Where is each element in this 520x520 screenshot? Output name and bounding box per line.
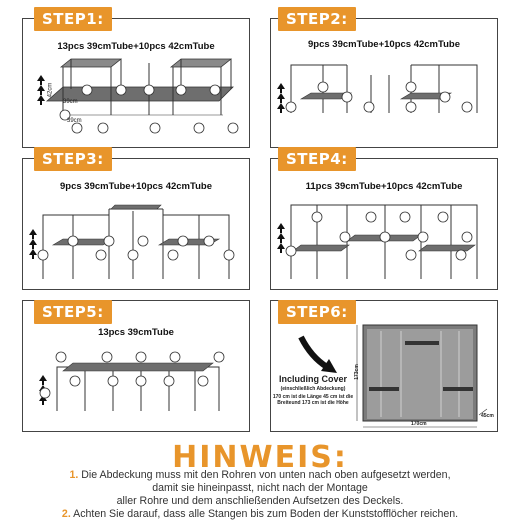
step1-dim-42: 42cm: [47, 82, 54, 98]
step2-diagram: [271, 19, 499, 149]
step6-dim-depth: 45cm: [481, 413, 494, 419]
hinweis-title: HINWEIS:: [172, 440, 348, 475]
step1-dim-39a: 39cm: [63, 99, 78, 105]
step4-caption: 11pcs 39cmTube+10pcs 42cmTube: [305, 181, 463, 192]
step2-badge: STEP2:: [278, 7, 356, 31]
step1-diagram: [23, 19, 251, 149]
curved-arrow-icon: [301, 337, 327, 367]
step1-panel: [22, 18, 250, 148]
note1-number: 1.: [69, 469, 79, 481]
note2-number: 2.: [61, 508, 71, 520]
note2-line: [10, 508, 510, 520]
cover-detail: 170 cm ist die Länge 45 cm ist die Breiteund 173 cm ist die Höhe: [272, 394, 354, 406]
note1-line1: [10, 469, 510, 482]
step2-caption: 9pcs 39cmTube+10pcs 42cmTube: [308, 39, 460, 50]
step5-badge: STEP5:: [34, 300, 112, 324]
note1-line3: aller Rohre und dem anschließenden Aufsetzen des Deckels.: [116, 495, 404, 507]
cover-note: (einschließlich Abdeckung): [280, 386, 346, 392]
note1-line2: damit sie hineinpasst, nicht nach der Montage: [152, 482, 368, 494]
step6-badge: STEP6:: [278, 300, 356, 324]
step4-diagram: [271, 159, 499, 291]
up-arrows-icon: [29, 229, 37, 259]
step3-badge: STEP3:: [34, 147, 112, 171]
step1-badge: STEP1:: [34, 7, 112, 31]
up-arrows-icon: [277, 83, 285, 113]
step6-dim-width: 170cm: [411, 421, 427, 427]
step4-panel: [270, 158, 498, 290]
step5-caption: 13pcs 39cmTube: [98, 327, 174, 338]
step1-caption: 13pcs 39cmTube+10pcs 42cmTube: [57, 41, 215, 52]
step4-badge: STEP4:: [278, 147, 356, 171]
step6-dim-height: 173cm: [353, 364, 360, 380]
step2-panel: [270, 18, 498, 148]
cover-info: [272, 375, 354, 406]
step3-panel: [22, 158, 250, 290]
up-arrows-icon: [37, 75, 45, 105]
hinweis-notes: [10, 469, 510, 520]
note2-text: Achten Sie darauf, dass alle Stangen bis zum Boden der Kunststofflöcher reichen.: [73, 508, 459, 520]
up-arrows-icon: [277, 223, 285, 253]
cover-title: Including Cover: [278, 374, 347, 384]
note1-text1: Die Abdeckung muss mit den Rohren von unten nach oben aufgesetzt werden,: [81, 469, 451, 481]
step3-caption: 9pcs 39cmTube+10pcs 42cmTube: [60, 181, 212, 192]
step3-diagram: [23, 159, 251, 291]
step1-dim-39b: 39cm: [67, 118, 82, 124]
